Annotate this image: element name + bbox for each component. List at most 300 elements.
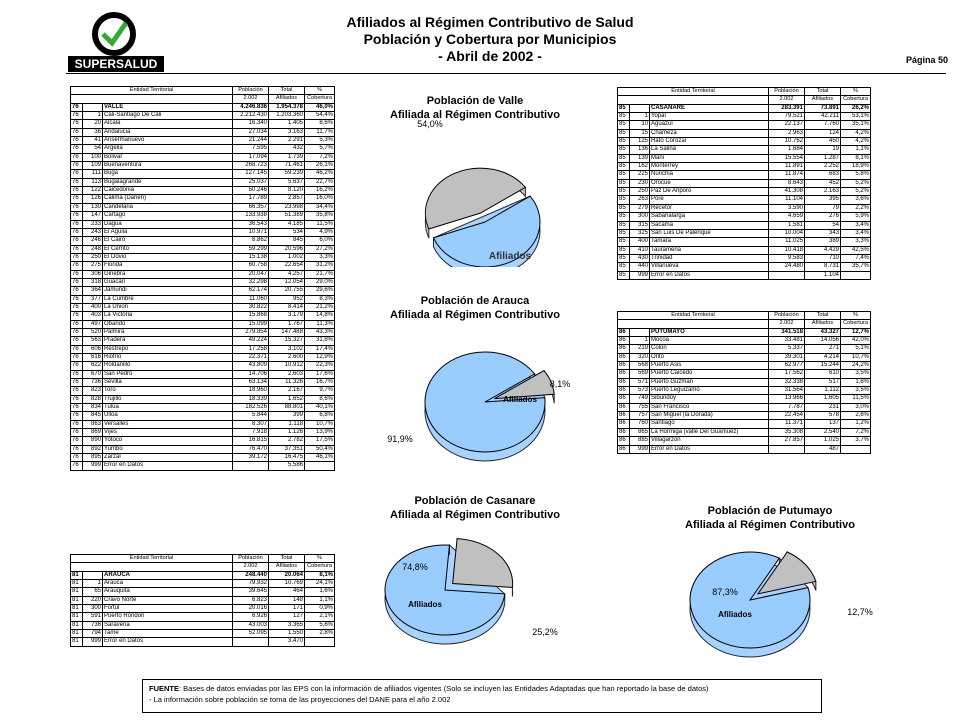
table-cell: 162: [630, 163, 650, 171]
table-row: [71, 412, 335, 420]
table-cell: 271: [805, 345, 841, 353]
table-row: [618, 213, 871, 221]
table-cell: 32.338: [769, 378, 805, 386]
table-cell: 10.762: [769, 138, 805, 146]
table-row: [618, 129, 871, 137]
table-cell: 76: [71, 354, 83, 362]
report-header: [250, 14, 730, 65]
table-cell: 17,4%: [305, 345, 335, 353]
table-cell: 76: [71, 178, 83, 186]
table-cell: Error en Datos: [650, 271, 769, 279]
table-cell: Restrepo: [103, 345, 233, 353]
table-cell: 17,6%: [305, 370, 335, 378]
table-cell: 133.938: [233, 212, 269, 220]
table-cell: 1: [83, 112, 103, 120]
table-row: [618, 337, 871, 345]
table-cell: 76: [71, 212, 83, 220]
table-cell: 389: [805, 238, 841, 246]
table-cell: 76: [71, 237, 83, 245]
table-cell: El Aguila: [103, 228, 233, 236]
table-row: [71, 630, 335, 638]
table-row: [618, 328, 871, 336]
table-cell: Puerto Rondon: [103, 613, 233, 621]
table-cell: 86: [618, 370, 630, 378]
table-cell: 85: [618, 104, 630, 112]
table-cell: 11,5%: [841, 395, 871, 403]
table-cell: 5,7%: [305, 145, 335, 153]
table-cell: Riofrio: [103, 354, 233, 362]
casanare-table: [617, 87, 871, 280]
table-cell: 670: [83, 370, 103, 378]
col-header-pct: %: [841, 312, 871, 320]
table-cell: 8,3%: [305, 295, 335, 303]
table-cell: Roldanillo: [103, 362, 233, 370]
table-cell: Argelia: [103, 145, 233, 153]
table-cell: La Hormiga (valle Del Guamuez): [650, 428, 769, 436]
table-cell: 81: [71, 621, 83, 629]
table-cell: 4,2%: [841, 138, 871, 146]
table-cell: 243: [83, 228, 103, 236]
table-cell: 22,3%: [305, 362, 335, 370]
table-cell: 21.244: [233, 137, 269, 145]
table-cell: Ulloa: [103, 412, 233, 420]
valle-pie-chart: [345, 92, 610, 267]
table-cell: 76: [71, 220, 83, 228]
table-row: [71, 362, 335, 370]
table-cell: 76: [71, 245, 83, 253]
table-row: [71, 337, 335, 345]
table-cell: 46,2%: [305, 170, 335, 178]
table-cell: 19: [805, 146, 841, 154]
arauca-pie-chart: [345, 292, 610, 467]
report-subtitle: Población y Cobertura por Municipios: [363, 31, 617, 47]
table-cell: 952: [269, 295, 305, 303]
table-cell: 42.211: [805, 113, 841, 121]
table-cell: 85: [618, 229, 630, 237]
table-cell: 14,8%: [305, 312, 335, 320]
table-cell: 15: [630, 129, 650, 137]
table-cell: 85: [618, 188, 630, 196]
pie-slice-label: Afiliados: [408, 600, 442, 609]
table-cell: 76: [71, 312, 83, 320]
table-cell: 71.461: [269, 162, 305, 170]
table-cell: 606: [83, 345, 103, 353]
table-cell: 5,6%: [305, 621, 335, 629]
table-cell: 11,3%: [305, 320, 335, 328]
table-cell: 76: [71, 345, 83, 353]
col-header-total: Total: [269, 555, 305, 563]
table-cell: Calima (Darien): [103, 195, 233, 203]
table-cell: 86: [618, 345, 630, 353]
col-subheader: Cobertura: [305, 563, 335, 571]
table-cell: 11.025: [769, 238, 805, 246]
table-cell: El Cerrito: [103, 245, 233, 253]
table-cell: 869: [83, 429, 103, 437]
table-cell: 76: [71, 445, 83, 453]
table-cell: Toro: [103, 387, 233, 395]
table-row: [618, 188, 871, 196]
table-row: [618, 345, 871, 353]
col-header-total: Total: [805, 312, 841, 320]
chart-subtitle: Afiliada al Régimen Contributivo: [390, 309, 560, 321]
table-cell: 53,1%: [841, 113, 871, 121]
table-cell: 62.174: [233, 287, 269, 295]
table-cell: 76: [71, 187, 83, 195]
table-cell: 22.454: [769, 412, 805, 420]
table-cell: 86: [618, 328, 630, 336]
table-cell: 828: [83, 395, 103, 403]
table-cell: 86: [618, 420, 630, 428]
table-cell: Buga: [103, 170, 233, 178]
col-subheader: Cobertura: [841, 96, 871, 104]
table-cell: 450: [805, 138, 841, 146]
table-cell: Orito: [650, 353, 769, 361]
table-row: [618, 163, 871, 171]
table-cell: 890: [83, 437, 103, 445]
table-cell: 233: [83, 220, 103, 228]
col-subheader: [71, 95, 233, 103]
table-cell: 126: [83, 195, 103, 203]
col-subheader: Afiliados: [269, 95, 305, 103]
table-cell: 520: [83, 328, 103, 336]
table-cell: 10.769: [269, 580, 305, 588]
table-cell: 3.365: [269, 621, 305, 629]
table-cell: 15.138: [233, 253, 269, 261]
table-row: [618, 263, 871, 271]
table-cell: 279.854: [233, 328, 269, 336]
table-cell: 85: [618, 254, 630, 262]
table-cell: 17.789: [233, 195, 269, 203]
table-row: [618, 428, 871, 436]
table-row: [71, 295, 335, 303]
table-cell: 5,3%: [305, 137, 335, 145]
table-cell: Recetor: [650, 204, 769, 212]
table-cell: 7,2%: [305, 153, 335, 161]
table-cell: 1.025: [805, 437, 841, 445]
chart-title: Población de Putumayo: [707, 505, 833, 517]
table-cell: Bugalagrande: [103, 178, 233, 186]
table-cell: 573: [630, 387, 650, 395]
table-cell: 20.064: [269, 571, 305, 579]
table-cell: 845: [269, 237, 305, 245]
table-row: [71, 379, 335, 387]
col-header-pct: %: [841, 88, 871, 96]
table-cell: 7.787: [769, 403, 805, 411]
table-cell: ARAUCA: [103, 571, 233, 579]
table-cell: Mani: [650, 154, 769, 162]
table-row: [71, 112, 335, 120]
table-cell: 8,1%: [305, 571, 335, 579]
table-cell: 569: [630, 370, 650, 378]
table-cell: 52.095: [233, 630, 269, 638]
table-row: [618, 246, 871, 254]
col-subheader: 2.002: [769, 96, 805, 104]
table-cell: Alcala: [103, 120, 233, 128]
table-cell: 127: [269, 613, 305, 621]
table-cell: 591: [83, 613, 103, 621]
col-header-entidad: Entidad Territorial: [71, 87, 233, 95]
table-cell: 18.960: [233, 387, 269, 395]
table-cell: 341.518: [769, 328, 805, 336]
table-cell: 16,0%: [305, 195, 335, 203]
col-subheader: Afiliados: [269, 563, 305, 571]
table-row: [618, 229, 871, 237]
table-row: [71, 245, 335, 253]
table-cell: 6,0%: [305, 237, 335, 245]
table-cell: 35,1%: [841, 121, 871, 129]
casanare-pie-chart: [345, 490, 610, 670]
table-cell: 76: [71, 145, 83, 153]
col-header-pct: %: [305, 87, 335, 95]
table-row: [618, 412, 871, 420]
table-cell: 2.857: [269, 195, 305, 203]
table-row: [71, 178, 335, 186]
table-cell: Arauca: [103, 580, 233, 588]
table-cell: 81: [71, 605, 83, 613]
table-cell: San Miguel (la Dorada): [650, 412, 769, 420]
table-cell: 122: [83, 187, 103, 195]
table-cell: 325: [630, 229, 650, 237]
table-row: [71, 237, 335, 245]
supersalud-logo: [66, 12, 166, 74]
table-cell: 616: [83, 354, 103, 362]
table-row: [71, 387, 335, 395]
table-cell: 1.118: [269, 420, 305, 428]
pie-slice-label: Afiliados: [488, 251, 532, 262]
table-cell: 10: [630, 121, 650, 129]
table-cell: 76: [71, 429, 83, 437]
table-cell: 182.526: [233, 404, 269, 412]
table-cell: Pradera: [103, 337, 233, 345]
table-cell: 1: [83, 580, 103, 588]
pie-value-label: 25,2%: [532, 627, 558, 637]
table-cell: [305, 462, 335, 470]
table-cell: [841, 445, 871, 453]
table-cell: 85: [618, 204, 630, 212]
table-cell: 22.137: [769, 121, 805, 129]
table-cell: 76: [71, 337, 83, 345]
table-cell: 85: [618, 129, 630, 137]
table-cell: Error en Datos: [103, 462, 233, 470]
table-cell: Puerto Asis: [650, 362, 769, 370]
table-cell: 231: [805, 403, 841, 411]
table-cell: 1.126: [269, 429, 305, 437]
table-row: [71, 170, 335, 178]
table-cell: 46,0%: [305, 103, 335, 111]
source-text: : Bases de datos enviadas por las EPS con la información de afiliados vigentes (Solo se incluyen las Entidades Adaptadas que han reportado la base de datos): [179, 684, 709, 693]
col-subheader: 2.002: [233, 95, 269, 103]
col-subheader: [618, 96, 769, 104]
table-cell: Monterrey: [650, 163, 769, 171]
table-row: [618, 271, 871, 279]
table-cell: 85: [618, 263, 630, 271]
table-cell: 21,7%: [305, 270, 335, 278]
page-number: Página 50: [905, 55, 948, 65]
table-cell: 4.429: [805, 246, 841, 254]
table-cell: 2.163: [805, 188, 841, 196]
table-cell: 4,9%: [305, 228, 335, 236]
table-cell: 50,4%: [305, 445, 335, 453]
table-cell: 2.600: [269, 354, 305, 362]
table-cell: 610: [805, 370, 841, 378]
pie-value-label: 54,0%: [417, 119, 443, 129]
table-cell: 320: [630, 353, 650, 361]
table-cell: 76: [71, 454, 83, 462]
table-cell: 2,6%: [841, 412, 871, 420]
table-cell: 13,9%: [305, 429, 335, 437]
table-cell: 17.562: [769, 370, 805, 378]
table-cell: Caicedonia: [103, 187, 233, 195]
table-row: [618, 403, 871, 411]
table-cell: 10.912: [269, 362, 305, 370]
table-row: [71, 162, 335, 170]
table-cell: 10,7%: [305, 420, 335, 428]
table-cell: 263: [630, 196, 650, 204]
table-cell: 76: [71, 228, 83, 236]
table-cell: 343: [805, 229, 841, 237]
table-cell: 1.002: [269, 253, 305, 261]
table-cell: 10,7%: [841, 353, 871, 361]
table-cell: 2.291: [269, 137, 305, 145]
table-cell: 65: [83, 588, 103, 596]
table-row: [618, 104, 871, 112]
table-cell: 85: [618, 238, 630, 246]
table-cell: Colon: [650, 345, 769, 353]
table-row: [618, 238, 871, 246]
table-cell: 2.963: [769, 129, 805, 137]
table-cell: PUTUMAYO: [650, 328, 769, 336]
table-cell: 230: [630, 179, 650, 187]
table-cell: [83, 103, 103, 111]
table-row: [71, 153, 335, 161]
table-cell: 1.684: [769, 146, 805, 154]
table-cell: 364: [83, 287, 103, 295]
table-cell: 683: [805, 171, 841, 179]
table-cell: 30.822: [233, 303, 269, 311]
table-cell: 3.163: [269, 128, 305, 136]
table-cell: 66.357: [233, 203, 269, 211]
table-cell: CASANARE: [650, 104, 769, 112]
table-row: [71, 203, 335, 211]
table-cell: 1.605: [805, 395, 841, 403]
col-header-total: Total: [269, 87, 305, 95]
table-row: [71, 454, 335, 462]
table-cell: 39.172: [233, 454, 269, 462]
table-row: [618, 387, 871, 395]
table-cell: [233, 462, 269, 470]
chart-subtitle: Afiliada al Régimen Contributivo: [685, 519, 855, 531]
table-cell: 124: [805, 129, 841, 137]
table-row: [71, 287, 335, 295]
table-cell: 517: [805, 378, 841, 386]
table-cell: 2.212.430: [233, 112, 269, 120]
table-cell: 36: [83, 128, 103, 136]
table-row: [71, 103, 335, 111]
table-cell: 395: [805, 196, 841, 204]
table-cell: 578: [805, 412, 841, 420]
pie-value-label: 12,7%: [847, 607, 873, 617]
table-cell: 1.405: [269, 120, 305, 128]
table-cell: 76: [71, 379, 83, 387]
table-cell: 283.391: [769, 104, 805, 112]
table-cell: 3.590: [769, 204, 805, 212]
table-cell: Orocue: [650, 179, 769, 187]
table-cell: 43.003: [233, 621, 269, 629]
table-cell: 34,4%: [305, 203, 335, 211]
table-cell: Tame: [103, 630, 233, 638]
table-cell: 9.583: [769, 254, 805, 262]
table-cell: Cali-Santiago De Cali: [103, 112, 233, 120]
table-row: [618, 445, 871, 453]
table-cell: 85: [618, 171, 630, 179]
table-row: [71, 445, 335, 453]
table-cell: 219: [630, 345, 650, 353]
table-cell: 76: [71, 303, 83, 311]
table-cell: 4.246.836: [233, 103, 269, 111]
table-cell: 3,5%: [841, 370, 871, 378]
table-cell: 5,9%: [841, 213, 871, 221]
table-cell: 73.891: [805, 104, 841, 112]
table-cell: 895: [83, 454, 103, 462]
table-cell: 24.480: [769, 263, 805, 271]
table-row: [71, 621, 335, 629]
table-cell: Yopal: [650, 113, 769, 121]
chart-title: Población de Valle: [426, 95, 524, 107]
table-cell: 20: [83, 120, 103, 128]
table-cell: 43.327: [805, 328, 841, 336]
table-cell: 1.287: [805, 154, 841, 162]
table-cell: 17,5%: [305, 437, 335, 445]
table-row: [618, 196, 871, 204]
table-cell: Paz De Ariporo: [650, 188, 769, 196]
table-cell: 399: [269, 412, 305, 420]
table-cell: 8,6%: [305, 120, 335, 128]
table-cell: 1.104: [805, 271, 841, 279]
table-cell: 27,2%: [305, 245, 335, 253]
table-cell: 1.739: [269, 153, 305, 161]
table-cell: 568: [630, 362, 650, 370]
table-row: [618, 420, 871, 428]
table-cell: 1.203.360: [269, 112, 305, 120]
table-cell: 7.595: [233, 145, 269, 153]
chart-title: Población de Arauca: [420, 295, 530, 307]
table-cell: 43.809: [233, 362, 269, 370]
table-cell: Saravena: [103, 621, 233, 629]
table-cell: 3,0%: [841, 403, 871, 411]
table-cell: 25.037: [233, 178, 269, 186]
table-cell: Error en Datos: [650, 445, 769, 453]
table-cell: 81: [71, 613, 83, 621]
table-cell: 246: [83, 237, 103, 245]
table-cell: 275: [83, 262, 103, 270]
table-cell: 62.977: [769, 362, 805, 370]
table-cell: San Pedro: [103, 370, 233, 378]
table-cell: 86: [618, 445, 630, 453]
table-cell: Tulua: [103, 404, 233, 412]
table-cell: La Victoria: [103, 312, 233, 320]
table-cell: 622: [83, 362, 103, 370]
col-subheader: Afiliados: [805, 96, 841, 104]
table-cell: 15.554: [769, 154, 805, 162]
table-cell: 5,2%: [841, 188, 871, 196]
table-cell: 85: [618, 221, 630, 229]
table-cell: 76: [71, 262, 83, 270]
table-cell: 1.767: [269, 320, 305, 328]
table-cell: 710: [805, 254, 841, 262]
table-cell: 464: [269, 588, 305, 596]
table-row: [618, 179, 871, 187]
report-date: - Abril de 2002 -: [438, 48, 542, 64]
